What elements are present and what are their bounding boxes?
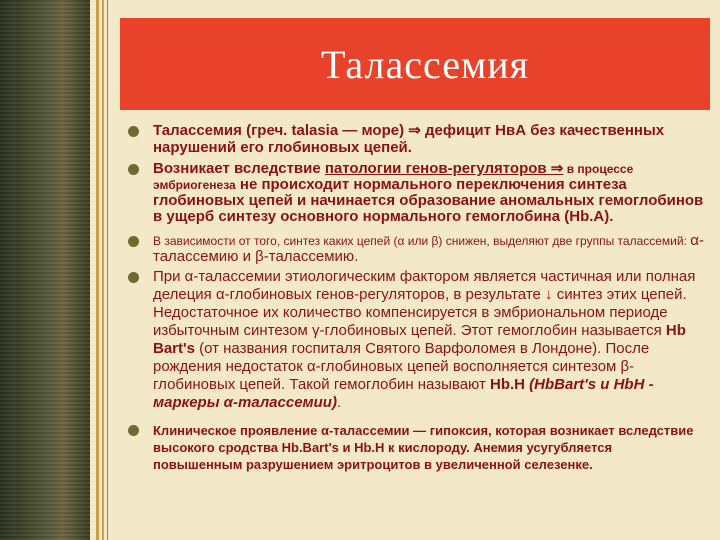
bullet-icon [128,425,139,436]
bullet-item-2 [125,161,705,225]
text-run: В зависимости от того, синтез каких цепей (α или β) снижен, выделяют две группы талассемий: [153,234,691,248]
slide-content [125,122,705,473]
bullet-item-5 [125,422,705,473]
text-run: в [563,162,578,176]
decorative-gold-line [102,0,104,540]
decorative-gold-line [107,0,108,540]
bullet-text [153,160,703,225]
slide-title: Талассемия [320,41,530,87]
bullet-text: Талассемия (греч. talasia — море) ⇒ дефицит НвА без качественных нарушений его глобиновых цепей. [153,122,665,156]
text-run: При α-талассемии этиологическим фактором является частичная или полная делеция α-глобиновых генов-регуляторов, в результате ↓ синтез этих цепей. Недостаточное их количество компенсируется в эмбриональном периоде избыточным синтезом γ-глобиновых цепей. Этот гемоглобин называется [153,268,696,339]
title-banner [120,18,710,110]
decorative-gold-line [96,0,99,540]
text-run: α-талассемию и β-талассемию [153,232,704,265]
decorative-left-band [0,0,90,540]
underlined-term: патологии генов-регуляторов ⇒ [324,160,564,177]
bullet-text [153,268,695,411]
text-run: процессе эмбриогенеза [153,162,634,192]
bullet-item-1 [125,122,705,156]
text-run: . [354,248,359,265]
bold-term: Hb Bart's [153,322,686,357]
text-run: . [336,394,342,411]
bullet-item-3 [125,233,705,265]
bullet-item-4 [125,268,705,412]
bullet-icon [128,272,139,283]
bullet-text [153,234,704,264]
text-run: Возникает вследствие [153,160,325,177]
bold-italic-note: (HbBart's и HbH - маркеры α-талассемии) [153,376,654,411]
bullet-text: Клиническое проявление α-талассемии — гипоксия, которая возникает вследствие высокого сродства Hb.Bart's и Hb.H к кислороду. Анемия усугубляется повышенным разрушением эритроцитов в увеличенной селезенке. [153,423,694,472]
bold-term: Hb.H [490,376,525,393]
bullet-icon [128,126,139,137]
text-run: (от названия госпиталя Святого Варфоломея в Лондоне). После рождения недостаток α-глобиновых цепей восполняется синтезом β-глобиновых цепей. Такой гемоглобин называют [153,340,650,393]
text-run: не происходит нормального переключения синтеза глобиновых цепей и начинается образование аномальных гемоглобинов в ущерб синтезу основного нормального гемоглобина (Hb.A). [153,176,704,225]
bullet-icon [128,164,139,175]
bullet-icon [128,236,139,247]
